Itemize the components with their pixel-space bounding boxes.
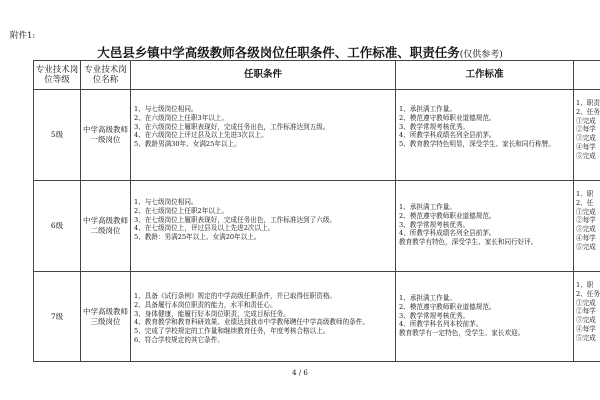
table-header-row [34,61,600,90]
condition-item: 6、符合学校规定的其它条件。 [134,335,224,344]
duty-item: ③完成 [576,225,596,234]
row-conditions [131,181,396,272]
row-standards [396,181,574,272]
standard-item: 3、教学常规考核优秀。 [399,220,470,229]
header-conditions: 任职条件 [131,61,396,90]
standard-item: 1、承担满工作量。 [399,294,456,302]
title-main: 大邑县乡镇中学高级教师各级岗位任职条件、工作标准、职责任务 [97,45,460,60]
duty-item: ①完成 [576,207,596,216]
duty-item: ③完成 [576,134,596,143]
standard-item: 4、所教学科名列本校前茅。 [399,320,483,329]
standard-item: 3、教学常规考核优秀。 [399,311,470,320]
condition-item: 2、在六级岗位上任职3年以上。 [134,113,229,122]
table-row [34,90,600,181]
condition-item: 4、在七级岗位上，评过县及以上先进2次以上。 [134,224,275,233]
row-level: 7级 [34,272,81,362]
row-duties [574,272,600,362]
duty-item: ③完成 [576,316,596,325]
row-name: 中学高级教师一级岗位 [81,90,131,181]
position-requirements-table [33,60,600,362]
table-row [34,181,600,272]
document-title [0,42,600,61]
standard-item: 4、所教学科成绩名列全县前茅。 [399,229,496,238]
standard-item: 5、教育教学特色明显，深受学生、家长和同行称赞。 [399,140,555,149]
duty-item: ②每学 [576,307,596,316]
row-conditions [131,272,396,362]
attachment-label: 附件1: [10,31,36,41]
condition-item: 5、教龄：男满25年以上、女满20年以上。 [134,233,261,242]
row-duties [574,90,600,181]
condition-item: 2、具备履行本岗位职责的能力，水平和责任心。 [134,300,277,309]
table-row [34,272,600,362]
duty-item: 2、任务 [576,107,600,116]
condition-item: 4、教育教学和教育科研效果、业绩达到我市中学教师聘任中学高级教师的条件。 [134,318,369,327]
row-standards [396,272,574,362]
duty-item: ④每学 [576,324,596,333]
condition-item: 5、教龄男满30年、女满25年以上。 [134,140,241,149]
condition-item: 4、在六级岗位上评过县及以上先进3次以上。 [134,131,268,140]
condition-item: 3、在七级岗位上履职表现好，完成任务出色，工作标准达到了六级。 [134,215,337,224]
row-conditions [131,90,396,181]
duty-item: 1、职 [576,190,594,198]
header-duties [574,61,600,90]
duty-item: 1、职 [576,281,594,289]
condition-item: 2、在七级岗位上任职2年以上。 [134,206,229,215]
page-number: 4 / 6 [292,369,308,377]
condition-item: 1、与七级岗位相同。 [134,105,198,113]
condition-item: 5、完成了学校规定的工作量和继续教育任务，年度考核合格以上。 [134,327,330,336]
duty-item: ②每学 [576,216,596,225]
condition-item: 1、具备《试行条例》规定的中学高级任职条件，并已取得任职资格。 [134,292,337,300]
standard-item: 2、模范遵守教师职业道德规范。 [399,302,496,311]
duty-item: ④每学 [576,142,596,151]
standard-item: 4、所教学科成绩名列全县前茅。 [399,131,496,140]
row-level: 6级 [34,181,81,272]
row-name: 中学高级教师二级岗位 [81,181,131,272]
condition-item: 1、与七级岗位相同。 [134,198,198,206]
duty-item: ①完成 [576,298,596,307]
standard-item: 3、教学常规考核优秀。 [399,122,470,131]
standard-item: 教育教学有一定特色，受学生、家长欢迎。 [399,329,525,338]
row-name: 中学高级教师三级岗位 [81,272,131,362]
duty-item: ①完成 [576,116,596,125]
row-standards [396,90,574,181]
row-duties [574,181,600,272]
condition-item: 3、身体健康，能履行好本岗位职责，完成目标任务。 [134,309,290,318]
row-level: 5级 [34,90,81,181]
standard-item: 1、承担满工作量。 [399,105,456,113]
header-level: 专业技术岗位等级 [34,61,81,90]
duty-item: 2、任务 [576,289,600,298]
header-name: 专业技术岗位名称 [81,61,131,90]
duty-item: ⑤完成 [576,151,596,160]
duty-item: 2、任 [576,198,594,207]
standard-item: 2、模范遵守教师职业道德规范。 [399,211,496,220]
standard-item: 2、模范遵守教师职业道德规范。 [399,113,496,122]
standard-item: 教育教学有特色，深受学生、家长和同行好评。 [399,238,538,247]
duty-item: 1、职责 [576,99,600,107]
title-note: (仅供参考) [459,50,503,60]
duty-item: ④每学 [576,233,596,242]
standard-item: 1、承担满工作量。 [399,203,456,211]
duty-item: ②每学 [576,125,596,134]
header-standards: 工作标准 [396,61,574,90]
condition-item: 3、在六级岗位上履职表现好，完成任务出色，工作标准达到五级。 [134,122,330,131]
duty-item: ⑤完成 [576,333,596,342]
duty-item: ⑤完成 [576,242,596,251]
